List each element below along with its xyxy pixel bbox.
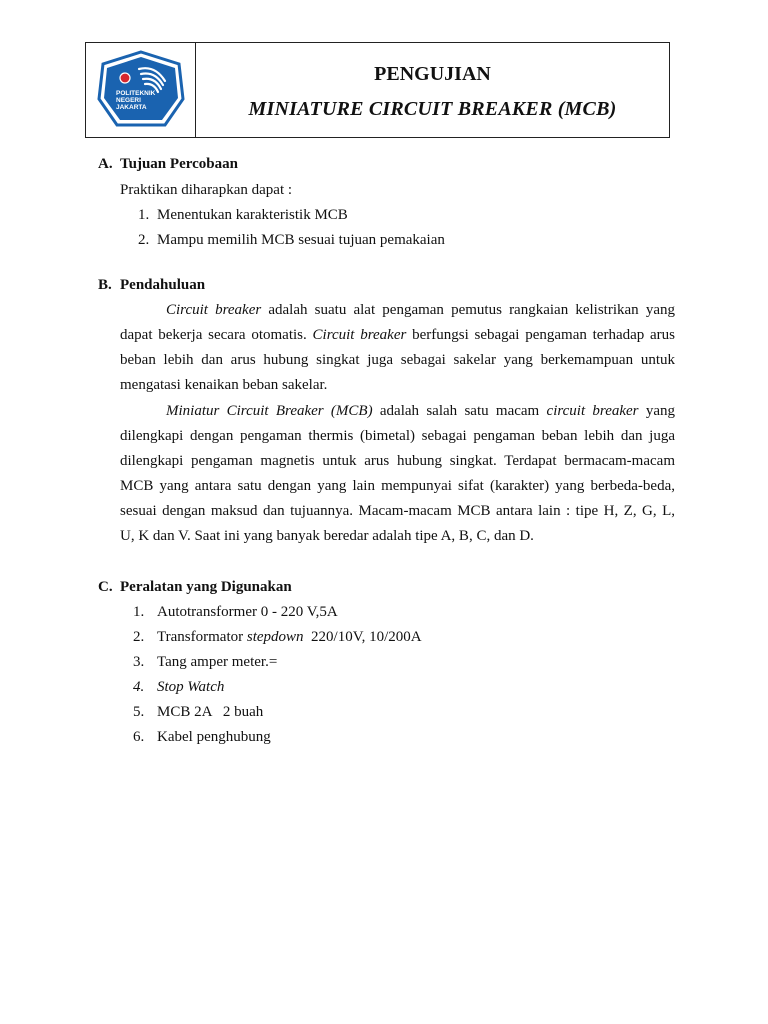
paragraph-text: beban lebih dan arus hubung singkat juga sebagai sakelar yang berkemampuan untuk (120, 352, 675, 368)
paragraph-text: adalah suatu alat pengaman pemutus rangkaian kelistrikan yang (261, 302, 675, 318)
list-item-number: 4. (133, 679, 145, 695)
list-item: MCB 2A 2 buah (157, 704, 264, 720)
section-c-heading: Peralatan yang Digunakan (120, 579, 292, 595)
logo-text-3: JAKARTA (115, 104, 147, 111)
pnj-logo (95, 49, 187, 131)
section-c-marker: C. (98, 579, 113, 595)
paragraph-text: dilengkapi pengaman magnetis untuk arus hubung singkat. Terdapat bermacam-macam (120, 453, 675, 469)
list-item: Menentukan karakteristik MCB (157, 207, 348, 223)
list-item-number: 5. (133, 704, 145, 720)
logo-cell (86, 43, 196, 137)
logo-text-1: POLITEKNIK (115, 90, 155, 97)
list-item-number: 2. (138, 232, 150, 248)
paragraph-2 (120, 399, 675, 549)
section-a-intro: Praktikan diharapkan dapat : (120, 182, 293, 198)
list-item: Autotransformer 0 - 220 V,5A (157, 604, 338, 620)
section-b-marker: B. (98, 277, 112, 293)
list-item: Mampu memilih MCB sesuai tujuan pemakaian (157, 232, 445, 248)
paragraph-text: dilengkapi dengan pengaman thermis (bimetal) sebagai pengaman beban lebih dan juga (120, 428, 675, 444)
list-item-number: 1. (138, 207, 150, 223)
paragraph-text: dapat bekerja secara otomatis. (120, 327, 313, 343)
list-item-number: 1. (133, 604, 145, 620)
paragraph-text: sesuai dengan maksud dan tujuannya. Macam-macam MCB antara lain : tipe H, Z, G, L, (120, 503, 675, 519)
title-cell (196, 43, 669, 137)
paragraph-text: berfungsi sebagai pengaman terhadap arus (406, 327, 675, 343)
paragraph-1 (120, 298, 675, 398)
term-stepdown: stepdown (246, 629, 304, 645)
page-subtitle: MINIATURE CIRCUIT BREAKER (MCB) (248, 98, 617, 120)
list-item-number: 2. (133, 629, 145, 645)
list-item-text: 220/10V, 10/200A (303, 629, 422, 645)
term-circuit-breaker: Circuit breaker (166, 302, 262, 318)
list-item-text: Transformator (157, 629, 247, 645)
section-a-marker: A. (98, 156, 113, 172)
list-item-number: 3. (133, 654, 145, 670)
list-item-number: 6. (133, 729, 145, 745)
term-circuit-breaker: circuit breaker (546, 403, 639, 419)
paragraph-text: MCB yang antara satu dengan yang lain mempunyai sifat (karakter) yang berbeda-beda, (120, 478, 675, 494)
paragraph-text: U, K dan V. Saat ini yang banyak beredar adalah tipe A, B, C, dan D. (120, 528, 534, 544)
section-b-heading: Pendahuluan (120, 277, 206, 293)
term-mcb: Miniatur Circuit Breaker (MCB) (166, 403, 373, 419)
list-item: Tang amper meter.= (157, 654, 278, 670)
header-box (85, 42, 670, 138)
paragraph-text: adalah salah satu macam (372, 403, 547, 419)
paragraph-text: yang (638, 403, 675, 419)
logo-text-2: NEGERI (115, 97, 141, 104)
list-item: Kabel penghubung (157, 729, 271, 745)
page-title: PENGUJIAN (374, 63, 491, 85)
list-item (157, 628, 422, 647)
list-item: Stop Watch (157, 679, 225, 695)
section-a-heading: Tujuan Percobaan (120, 156, 238, 172)
term-circuit-breaker: Circuit breaker (312, 327, 407, 343)
paragraph-text: mengatasi kenaikan beban sakelar. (120, 377, 328, 393)
